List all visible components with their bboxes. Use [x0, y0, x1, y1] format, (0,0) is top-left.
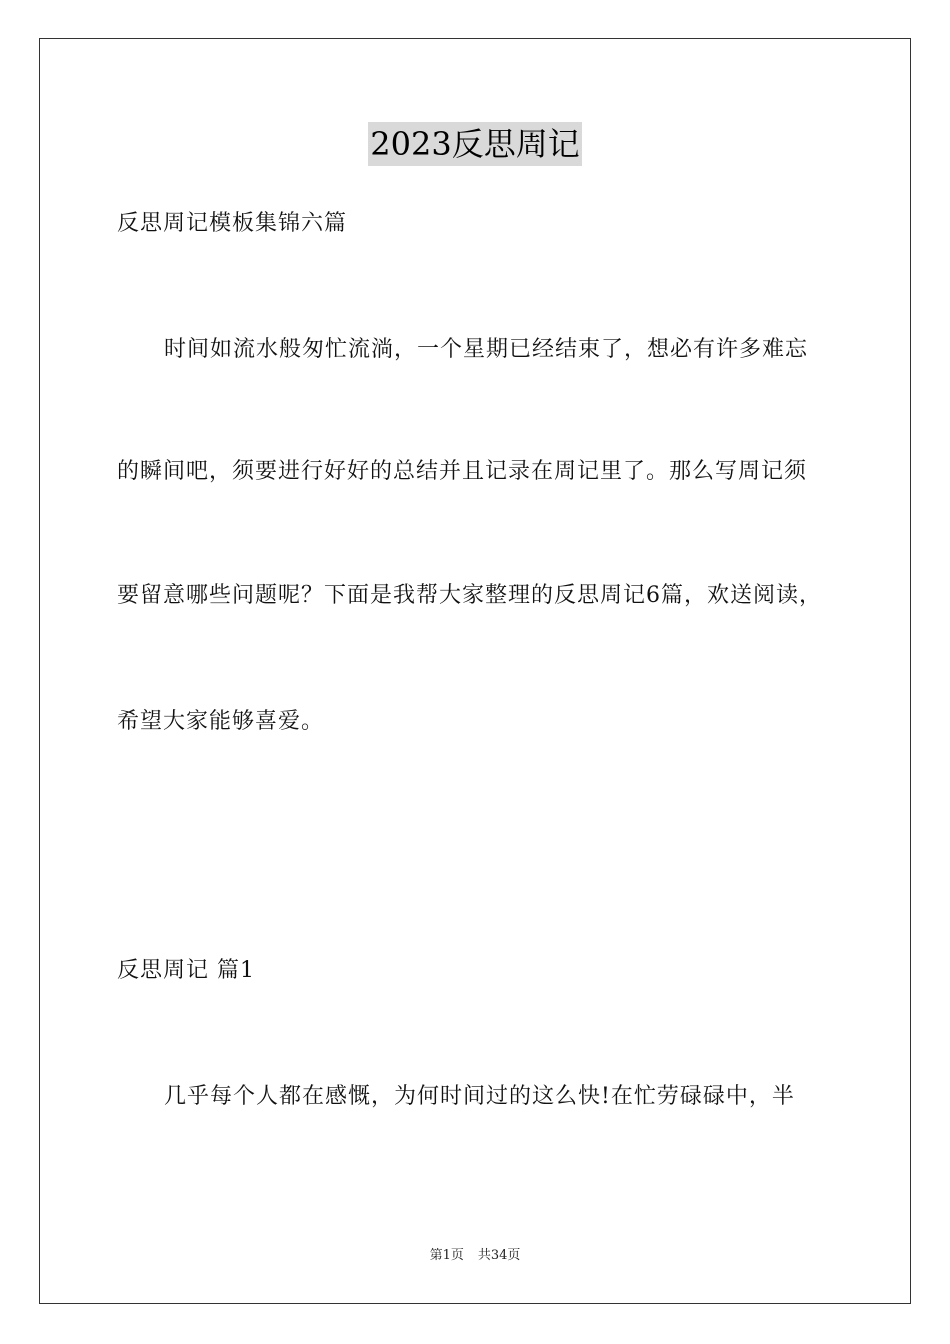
page-total: 共34页: [477, 1248, 521, 1263]
section-line-1: 几乎每个人都在感慨，为何时间过的这么快!在忙劳碌碌中，半: [164, 1084, 795, 1109]
intro-line-2: 的瞬间吧，须要进行好好的总结并且记录在周记里了。那么写周记须: [117, 459, 808, 484]
title-container: [0, 122, 950, 166]
document-title: 2023反思周记: [368, 122, 581, 166]
document-subtitle: 反思周记模板集锦六篇: [117, 211, 348, 236]
intro-line-1: 时间如流水般匆忙流淌，一个星期已经结束了，想必有许多难忘: [164, 337, 809, 362]
intro-line-4: 希望大家能够喜爱。: [117, 709, 325, 734]
page-footer: [0, 1247, 950, 1265]
intro-line-3: 要留意哪些问题呢？下面是我帮大家整理的反思周记6篇，欢送阅读，: [117, 583, 822, 608]
page-number: 第1页: [429, 1248, 464, 1263]
section-heading: 反思周记 篇1: [117, 958, 255, 983]
